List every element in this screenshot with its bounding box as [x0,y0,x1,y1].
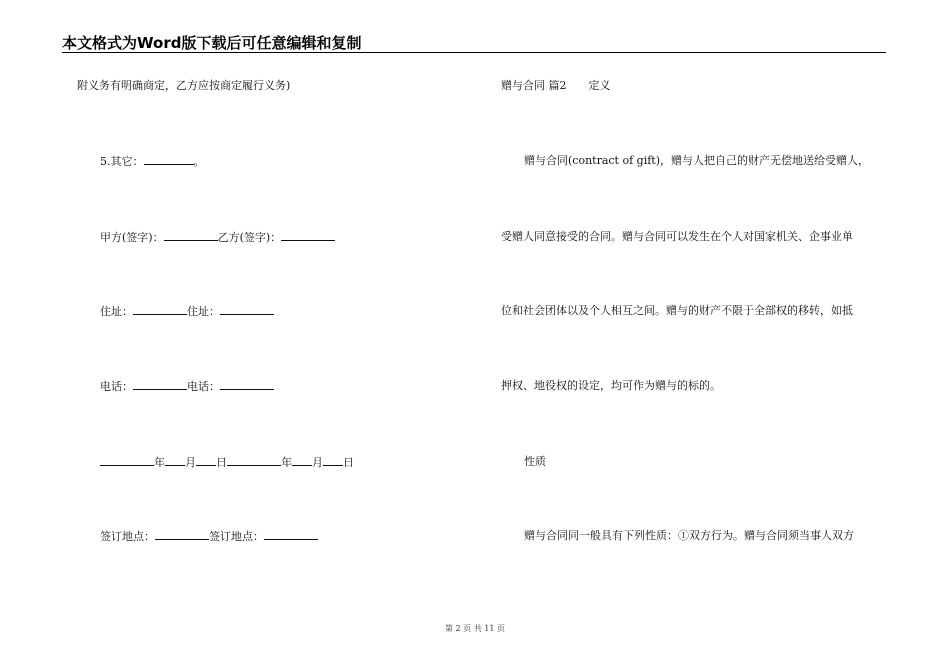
signature-row [100,230,335,245]
blank-line [196,455,216,466]
blank-line [144,154,194,165]
month-label: 月 [185,456,196,469]
blank-line [227,455,281,466]
blank-line [155,529,209,540]
phone-label-b: 电话： [187,380,220,393]
blank-line [164,230,218,241]
blank-line [165,455,185,466]
paragraph-line: 受赠人同意接受的合同。赠与合同可以发生在个人对国家机关、企事业单 [501,230,853,243]
paragraph-line: 押权、地役权的设定，均可作为赠与的标的。 [501,379,721,392]
paragraph-line: 赠与合同(contract of gift)，赠与人把自己的财产无偿地送给受赠人， [524,154,870,167]
day-label: 日 [216,456,227,469]
blank-line [220,379,274,390]
party-a-signature-label: 甲方(签字)： [100,231,164,244]
header-divider [62,52,886,53]
other-clause [100,154,205,169]
year-label: 年 [281,456,292,469]
month-label: 月 [312,456,323,469]
other-label: 5.其它： [100,155,144,168]
paragraph-line: 赠与合同同一般具有下列性质：①双方行为。赠与合同须当事人双方 [524,529,854,542]
page-number: 第 2 页 共 11 页 [445,624,505,633]
blank-line [133,304,187,315]
blank-line [100,455,154,466]
blank-line [281,230,335,241]
document-header-title: 本文格式为Word版下载后可任意编辑和复制 [62,34,362,52]
nature-heading: 性质 [524,455,546,468]
year-label: 年 [154,456,165,469]
address-label-a: 住址： [100,305,133,318]
other-end: 。 [193,155,205,168]
signing-place-label-b: 签订地点： [209,530,264,543]
date-row [100,455,354,470]
address-label-b: 住址： [187,305,220,318]
signing-place-label-a: 签订地点： [100,530,155,543]
section-title: 赠与合同 篇2 [501,79,567,92]
paragraph-line: 位和社会团体以及个人相互之间。赠与的财产不限于全部权的移转，如抵 [501,304,853,317]
definition-heading: 定义 [588,79,611,92]
left-line-obligation: 附义务有明确商定，乙方应按商定履行义务) [77,79,291,92]
blank-line [220,304,274,315]
signing-place-row [100,529,318,544]
blank-line [323,455,343,466]
day-label: 日 [343,456,354,469]
address-row [100,304,274,319]
phone-label-a: 电话： [100,380,133,393]
phone-row [100,379,274,394]
blank-line [133,379,187,390]
blank-line [264,529,318,540]
blank-line [292,455,312,466]
section-heading [501,79,611,93]
party-b-signature-label: 乙方(签字)： [217,231,282,244]
